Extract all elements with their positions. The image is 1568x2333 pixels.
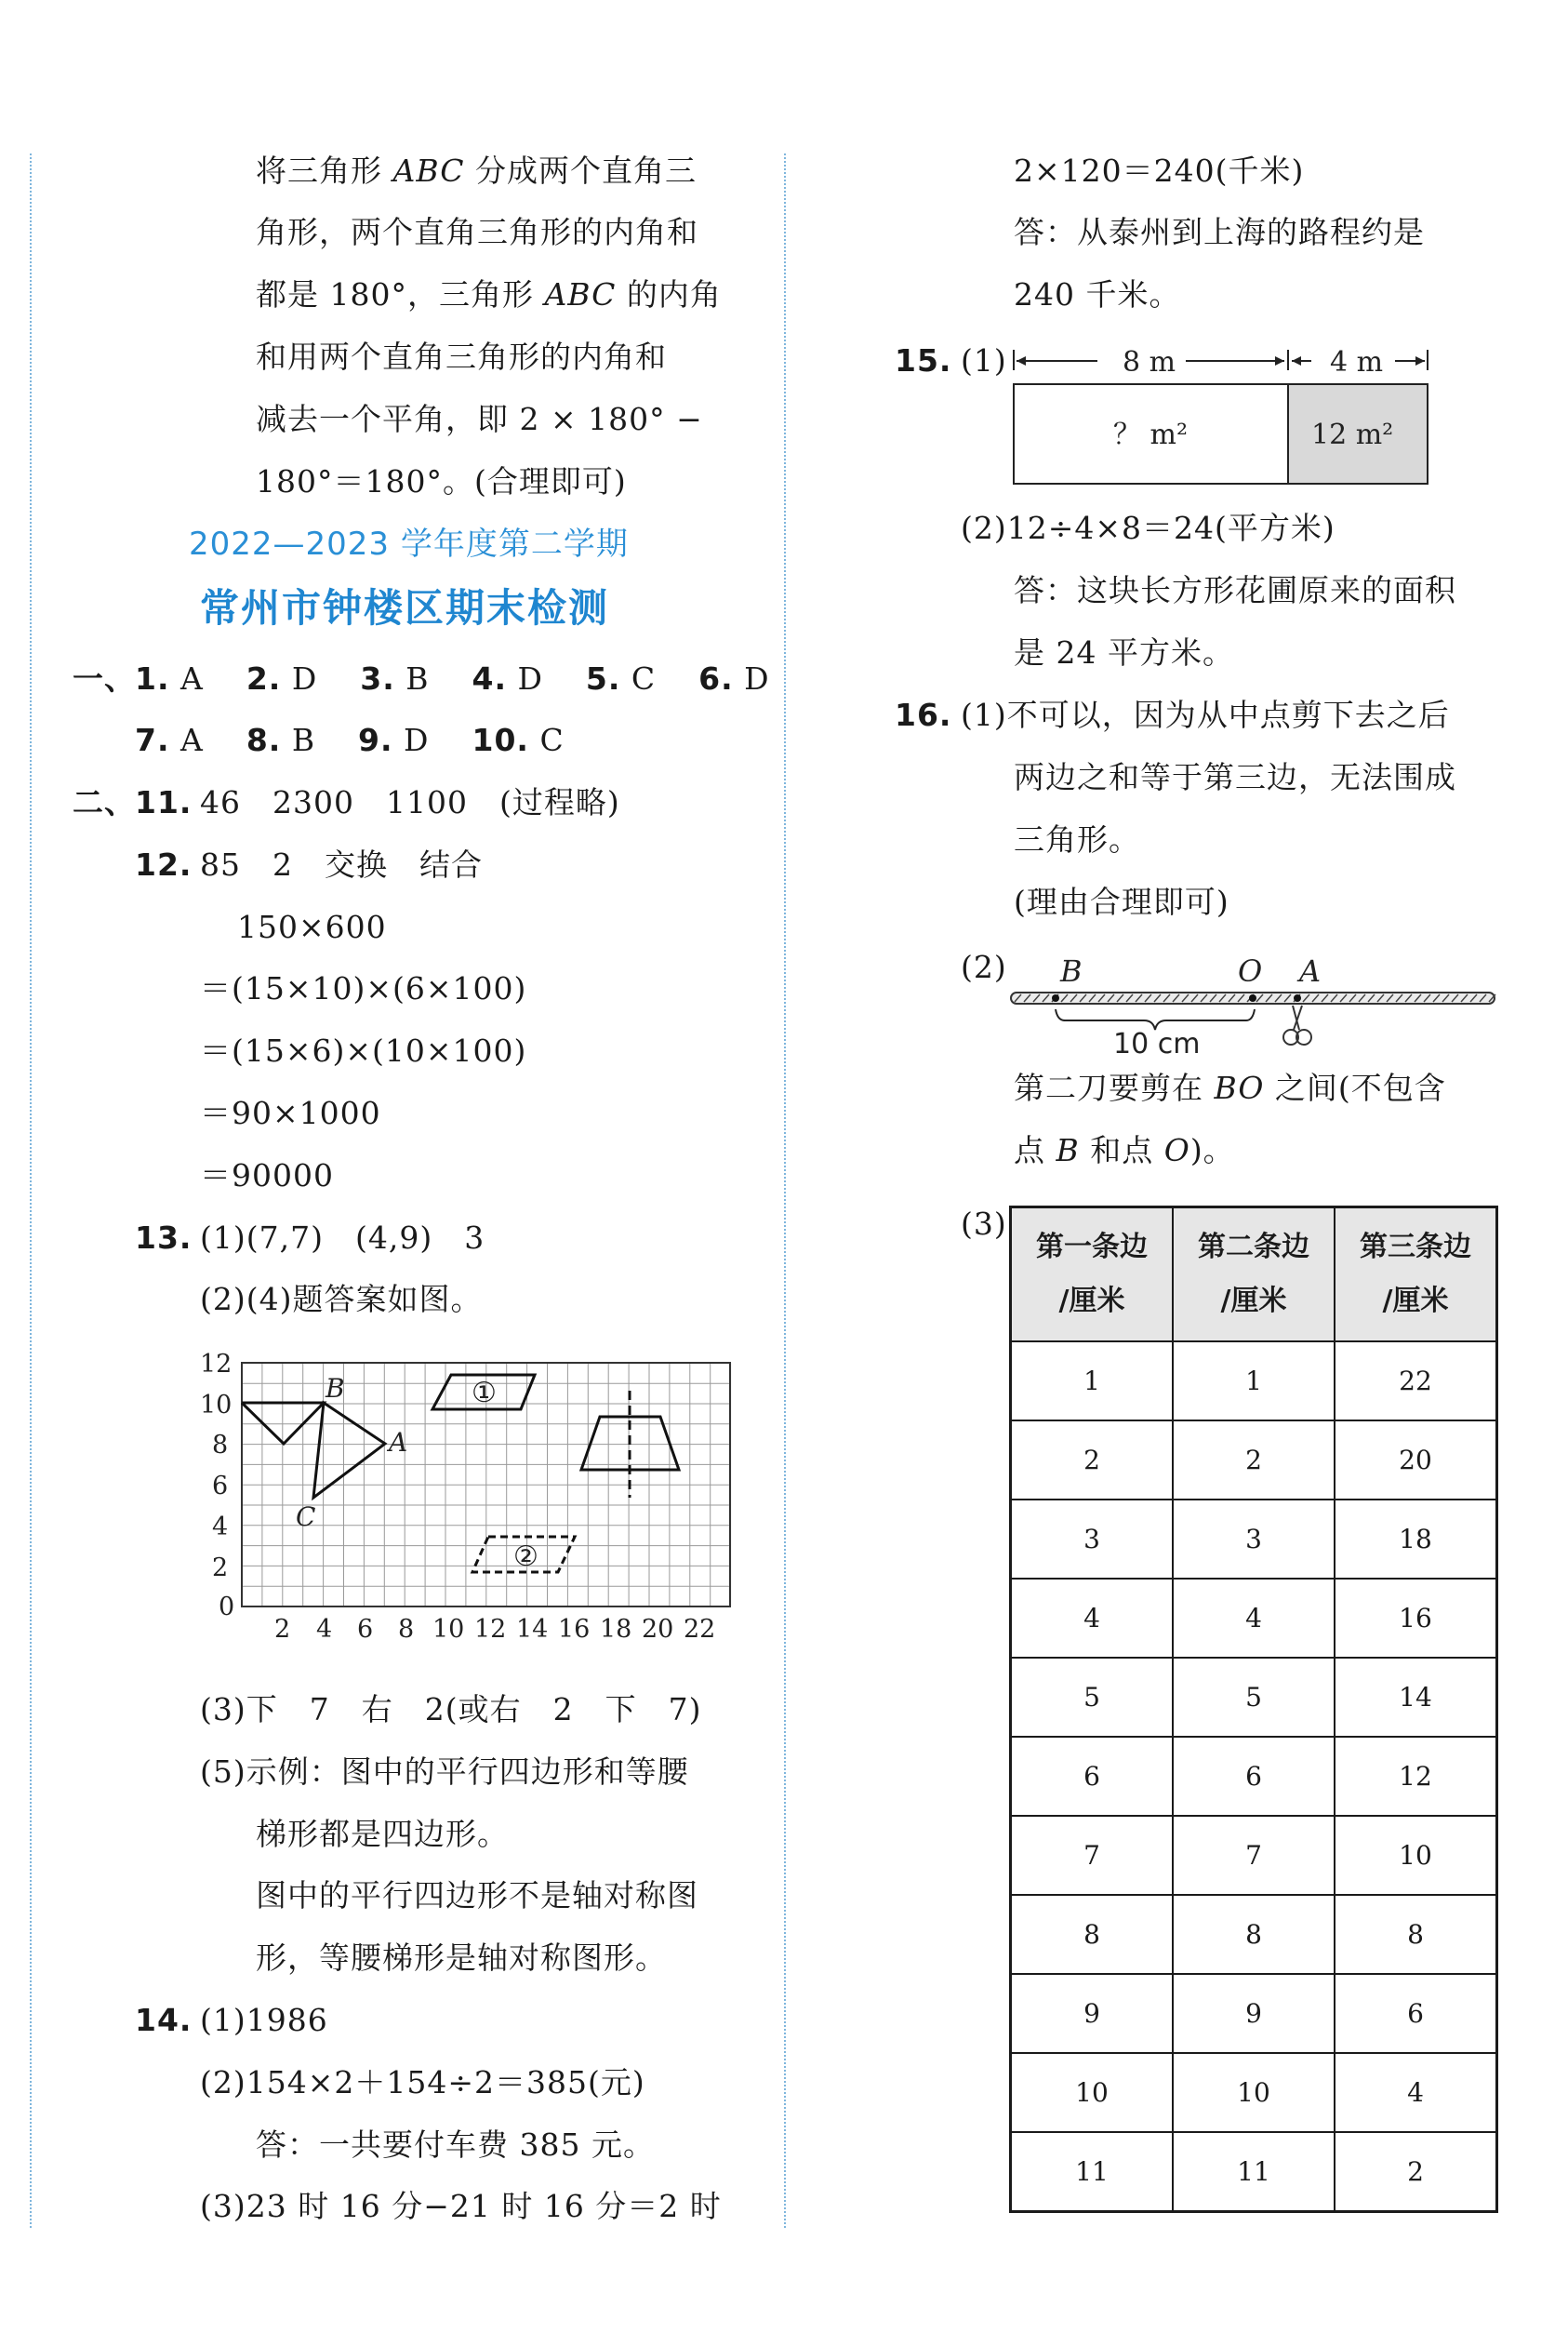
table-row <box>1011 1658 1497 1737</box>
triangle-abc <box>313 1403 385 1498</box>
q13-number: 13. <box>135 1220 193 1256</box>
q15-number: 15. <box>895 342 952 379</box>
table-row <box>1011 1895 1497 1974</box>
width-label-4m: 4 m <box>1330 346 1384 379</box>
y-tick-8: 8 <box>212 1431 229 1460</box>
table-row <box>1011 1737 1497 1816</box>
q15-answer-line-1: 答：这块长方形花圃原来的面积 <box>1014 572 1456 608</box>
q14-part-1: (1)1986 <box>200 2002 328 2038</box>
q15-part-2: (2)12÷4×8＝24(平方米) <box>961 510 1335 546</box>
length-label: 10 cm <box>1113 1028 1201 1056</box>
q12-step-2: ＝(15×10)×(6×100) <box>200 970 527 1007</box>
table-cell: 20 <box>1335 1420 1497 1500</box>
right-line-3: 240 千米。 <box>1014 276 1181 313</box>
rope-point-b <box>1052 994 1059 1002</box>
q15-part-1-label: (1) <box>961 342 1007 379</box>
q16-part-2-line-2: 点 B 和点 O)。 <box>1014 1132 1235 1168</box>
q13-part-5-line-1: (5)示例：图中的平行四边形和等腰 <box>200 1753 689 1790</box>
table-cell: 9 <box>1173 1974 1335 2053</box>
rectangle-area-figure <box>1009 342 1437 491</box>
q16-part-1-line-4: (理由合理即可) <box>1014 884 1229 920</box>
right-line-2: 答：从泰州到上海的路程约是 <box>1014 214 1425 250</box>
left-para-line-3: 都是 180°，三角形 ABC 的内角 <box>256 276 722 313</box>
table-cell: 2 <box>1173 1420 1335 1500</box>
parallelogram-1-label: ① <box>472 1377 497 1409</box>
q12-step-5: ＝90000 <box>200 1157 334 1193</box>
table-row <box>1011 1816 1497 1895</box>
table-cell: 8 <box>1335 1895 1497 1974</box>
known-area-label: 12 m² <box>1311 419 1394 451</box>
q14-part-3: (3)23 时 16 分−21 时 16 分＝2 时 <box>200 2188 722 2224</box>
unknown-area-label: ？ m² <box>1113 419 1189 451</box>
table-cell: 5 <box>1011 1658 1174 1737</box>
table-cell: 4 <box>1335 2053 1497 2132</box>
table-cell: 10 <box>1335 1816 1497 1895</box>
center-dotted-line <box>784 153 786 2228</box>
scissors-icon <box>1283 1006 1311 1045</box>
table-cell: 2 <box>1335 2132 1497 2212</box>
left-para-line-5: 减去一个平角，即 2 × 180° − <box>256 401 703 437</box>
left-para-line-2: 角形，两个直角三角形的内角和 <box>256 214 698 250</box>
q13-part-5-line-3: 图中的平行四边形不是轴对称图 <box>256 1877 698 1913</box>
x-tick-18: 18 <box>600 1615 632 1644</box>
table-cell: 7 <box>1173 1816 1335 1895</box>
table-row <box>1011 1420 1497 1500</box>
q16-part-3-label: (3) <box>961 1206 1007 1242</box>
table-row <box>1011 1341 1497 1420</box>
x-tick-22: 22 <box>684 1615 716 1644</box>
table-cell: 10 <box>1173 2053 1335 2132</box>
q16-part-1-line-3: 三角形。 <box>1014 821 1140 858</box>
rope-point-o <box>1249 994 1256 1002</box>
x-tick-10: 10 <box>432 1615 465 1644</box>
parallelogram-2-label: ② <box>513 1540 538 1573</box>
left-margin-dotted-line <box>30 153 32 2228</box>
section-title: 常州市钟楼区期末检测 <box>200 585 610 631</box>
table-cell: 3 <box>1011 1500 1174 1579</box>
table-row <box>1011 2132 1497 2212</box>
table-row <box>1011 1579 1497 1658</box>
mc-row-1: 1. A 2. D 3. B 4. D 5. C 6. D <box>135 660 770 697</box>
y-tick-4: 4 <box>212 1513 229 1541</box>
rope-figure <box>1009 944 1502 1056</box>
triangle-sides-table <box>1009 1206 1498 2213</box>
y-tick-2: 2 <box>212 1553 229 1582</box>
table-cell: 12 <box>1335 1737 1497 1816</box>
q16-part-1-line-1: (1)不可以，因为从中点剪下去之后 <box>961 697 1450 733</box>
width-label-8m: 8 m <box>1123 346 1176 379</box>
q11-answer: 46 2300 1100 (过程略) <box>200 784 620 820</box>
rope-point-a <box>1294 994 1301 1002</box>
q13-part-5-line-2: 梯形都是四边形。 <box>256 1816 509 1852</box>
q16-number: 16. <box>895 697 952 733</box>
q14-part-2-answer: 答：一共要付车费 385 元。 <box>256 2126 655 2163</box>
rope-point-a-label: A <box>1299 953 1322 989</box>
q14-number: 14. <box>135 2002 193 2038</box>
table-row <box>1011 2053 1497 2132</box>
y-tick-6: 6 <box>212 1472 229 1500</box>
left-para-line-4: 和用两个直角三角形的内角和 <box>256 339 667 375</box>
right-line-1: 2×120＝240(千米) <box>1014 153 1305 189</box>
section-one-label: 一、 <box>73 660 136 697</box>
table-cell: 11 <box>1011 2132 1174 2212</box>
y-tick-12: 12 <box>200 1350 233 1379</box>
point-c-label: C <box>296 1501 316 1532</box>
table-cell: 4 <box>1011 1579 1174 1658</box>
table-cell: 8 <box>1011 1895 1174 1974</box>
x-tick-12: 12 <box>474 1615 507 1644</box>
table-cell: 6 <box>1173 1737 1335 1816</box>
q13-part-1: (1)(7,7) (4,9) 3 <box>200 1220 485 1256</box>
table-cell: 7 <box>1011 1816 1174 1895</box>
x-tick-2: 2 <box>274 1615 291 1644</box>
table-cell: 10 <box>1011 2053 1174 2132</box>
header-first-side: 第一条边 /厘米 <box>1011 1207 1174 1342</box>
point-b-label: B <box>326 1373 345 1404</box>
x-tick-4: 4 <box>316 1615 333 1644</box>
section-two-label: 二、 <box>73 784 136 820</box>
q13-part-2: (2)(4)题答案如图。 <box>200 1281 483 1317</box>
y-tick-10: 10 <box>200 1391 233 1420</box>
table-cell: 5 <box>1173 1658 1335 1737</box>
mc-row-2: 7. A 8. B 9. D 10. C <box>135 722 565 758</box>
header-second-side: 第二条边 /厘米 <box>1173 1207 1335 1342</box>
q15-answer-line-2: 是 24 平方米。 <box>1014 634 1234 671</box>
section-subtitle: 2022—2023 学年度第二学期 <box>189 526 629 563</box>
q12-step-1: 150×600 <box>237 909 387 945</box>
table-header-row <box>1011 1207 1497 1342</box>
table-cell: 3 <box>1173 1500 1335 1579</box>
table-row <box>1011 1500 1497 1579</box>
table-cell: 9 <box>1011 1974 1174 2053</box>
length-brace <box>1056 1009 1255 1030</box>
table-cell: 16 <box>1335 1579 1497 1658</box>
q13-part-3: (3)下 7 右 2(或右 2 下 7) <box>200 1691 702 1727</box>
q12-step-3: ＝(15×6)×(10×100) <box>200 1033 527 1069</box>
table-cell: 14 <box>1335 1658 1497 1737</box>
q14-part-2: (2)154×2＋154÷2＝385(元) <box>200 2064 645 2100</box>
table-cell: 1 <box>1011 1341 1174 1420</box>
x-tick-6: 6 <box>357 1615 374 1644</box>
left-para-line-1: 将三角形 ABC 分成两个直角三 <box>256 153 697 189</box>
x-tick-16: 16 <box>558 1615 591 1644</box>
rope-point-o-label: O <box>1238 953 1263 989</box>
q12-number: 12. <box>135 847 193 883</box>
y-tick-0: 0 <box>219 1593 235 1621</box>
left-para-line-6: 180°＝180°。(合理即可) <box>256 463 627 500</box>
table-cell: 6 <box>1335 1974 1497 2053</box>
table-cell: 4 <box>1173 1579 1335 1658</box>
q16-part-1-line-2: 两边之和等于第三边，无法围成 <box>1014 759 1456 795</box>
table-row <box>1011 1974 1497 2053</box>
table-cell: 11 <box>1173 2132 1335 2212</box>
q13-part-5-line-4: 形，等腰梯形是轴对称图形。 <box>256 1940 667 1976</box>
header-third-side: 第三条边 /厘米 <box>1335 1207 1497 1342</box>
x-tick-8: 8 <box>398 1615 415 1644</box>
q16-part-2-label: (2) <box>961 949 1007 985</box>
table-cell: 1 <box>1173 1341 1335 1420</box>
x-tick-20: 20 <box>642 1615 674 1644</box>
q11-number: 11. <box>135 784 193 820</box>
q12-answer: 85 2 交换 结合 <box>200 847 483 883</box>
table-cell: 22 <box>1335 1341 1497 1420</box>
coordinate-grid-figure <box>186 1340 744 1665</box>
table-cell: 6 <box>1011 1737 1174 1816</box>
table-cell: 8 <box>1173 1895 1335 1974</box>
point-a-label: A <box>389 1427 408 1458</box>
q16-part-2-line-1: 第二刀要剪在 BO 之间(不包含 <box>1014 1070 1446 1106</box>
table-cell: 2 <box>1011 1420 1174 1500</box>
x-tick-14: 14 <box>516 1615 549 1644</box>
table-cell: 18 <box>1335 1500 1497 1579</box>
rope-point-b-label: B <box>1060 953 1083 989</box>
q12-step-4: ＝90×1000 <box>200 1095 381 1131</box>
